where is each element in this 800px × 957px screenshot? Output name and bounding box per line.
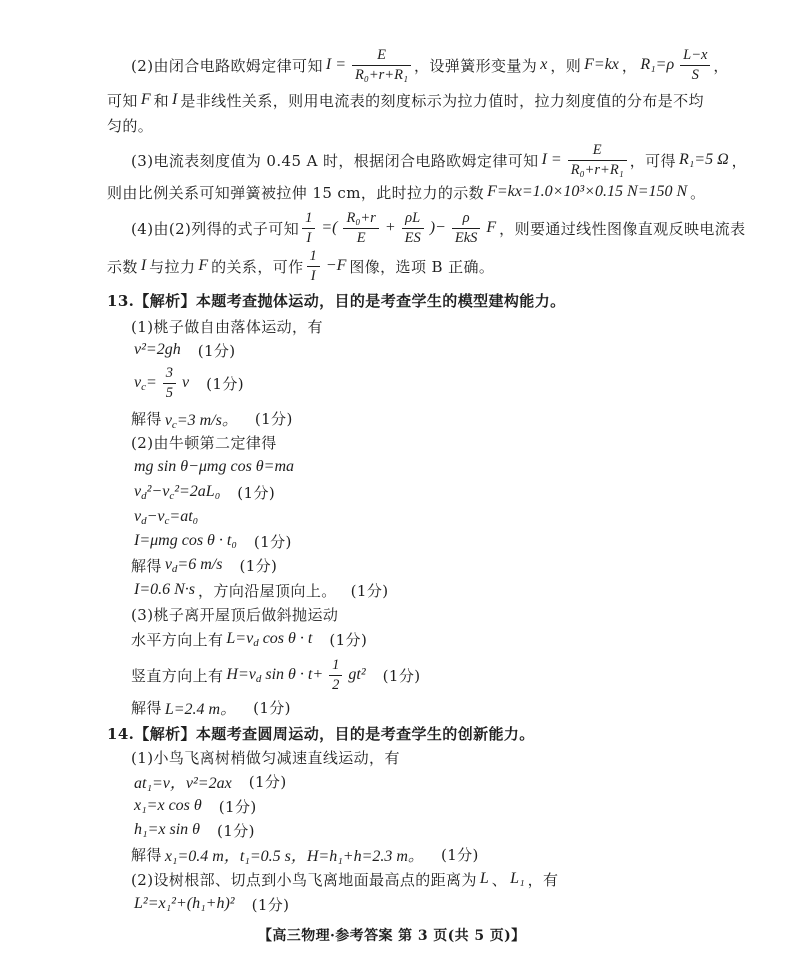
answer-line bbox=[131, 868, 558, 890]
score-mark: (1分) bbox=[248, 772, 287, 791]
text-segment: 解得 bbox=[131, 698, 162, 717]
math-expr bbox=[134, 374, 157, 392]
text-segment: ，则 bbox=[550, 56, 582, 75]
math-expr bbox=[226, 666, 323, 684]
math-expr: h₁=x sin θ bbox=[134, 821, 200, 838]
fraction-numerator: L−x bbox=[683, 46, 708, 63]
text-segment: (3)桃子离开屋顶后做斜抛运动 bbox=[131, 605, 339, 624]
text-segment: (2)由牛顿第二定律得 bbox=[131, 433, 277, 452]
math-expr: F bbox=[140, 91, 151, 108]
text-segment: 示数 bbox=[107, 257, 138, 276]
math-expr: I = bbox=[325, 56, 346, 73]
heading-text: 14.【解析】本题考查圆周运动，目的是考查学生的创新能力。 bbox=[107, 724, 535, 743]
math-symbol: ²=2aL₀ bbox=[174, 483, 221, 500]
math-expr: F bbox=[198, 257, 209, 274]
text-segment: 、 bbox=[491, 870, 508, 889]
math-expr: x₁=0.4 m，t₁=0.5 s，H=h₁+h=2.3 m。 bbox=[164, 847, 424, 865]
math-expr: I bbox=[140, 257, 147, 274]
math-symbol: v bbox=[164, 556, 172, 573]
answer-line bbox=[107, 181, 706, 203]
text-segment: (1)桃子做自由落体运动，有 bbox=[131, 317, 323, 336]
math-expr: L²=x₁²+(h₁+h)² bbox=[134, 895, 235, 912]
answer-line bbox=[131, 339, 236, 361]
heading-text: 13.【解析】本题考查抛体运动，目的是考查学生的模型建构能力。 bbox=[107, 291, 566, 310]
fraction-denominator: R₀+r+R₁ bbox=[568, 160, 627, 179]
score-mark: (1分) bbox=[218, 797, 257, 816]
answer-line bbox=[107, 114, 153, 136]
math-symbol: = bbox=[146, 374, 157, 391]
fraction-numerator: E bbox=[377, 46, 386, 63]
answer-line bbox=[131, 795, 257, 817]
text-segment: ， bbox=[621, 56, 638, 75]
math-expr: L=2.4 m。 bbox=[164, 700, 237, 718]
math-expr bbox=[226, 630, 312, 648]
score-mark: (1分) bbox=[329, 630, 368, 649]
fraction-numerator: 1 bbox=[309, 247, 317, 264]
text-segment: 是非线性关系，则用电流表的刻度标示为拉力值时，拉力刻度值的分布是不均 bbox=[180, 91, 704, 110]
text-segment: (1)小鸟飞离树梢做匀减速直线运动，有 bbox=[131, 748, 400, 767]
math-symbol: −v bbox=[146, 508, 165, 525]
text-segment: ，设弹簧形变量为 bbox=[414, 56, 538, 75]
math-expr bbox=[165, 556, 223, 574]
fraction bbox=[329, 657, 342, 693]
math-expr: R₁=ρ bbox=[640, 56, 675, 73]
question-heading bbox=[107, 289, 566, 311]
subscript: d bbox=[171, 563, 178, 575]
math-expr: L bbox=[479, 870, 489, 887]
fraction bbox=[352, 47, 411, 83]
text-segment: (2)设树根部、切点到小鸟飞离地面最高点的距离为 bbox=[131, 870, 477, 889]
subscript: d bbox=[141, 515, 147, 527]
fraction-denominator: E bbox=[343, 228, 378, 247]
math-expr: x bbox=[540, 56, 548, 73]
fraction-denominator: I bbox=[307, 266, 320, 285]
math-expr: F=kx bbox=[584, 56, 619, 73]
math-symbol: sin θ · t+ bbox=[261, 666, 324, 683]
subscript: c bbox=[164, 515, 170, 527]
math-expr: gt² bbox=[348, 666, 366, 683]
text-segment: 可知 bbox=[107, 91, 138, 110]
text-segment: ，有 bbox=[527, 870, 559, 889]
question-heading bbox=[107, 722, 535, 744]
fraction bbox=[163, 365, 176, 401]
math-symbol: =at₀ bbox=[169, 508, 199, 525]
answer-line bbox=[131, 655, 421, 695]
answer-line bbox=[131, 45, 729, 85]
math-symbol: v bbox=[134, 374, 142, 391]
fraction bbox=[568, 142, 627, 178]
subscript: c bbox=[171, 418, 177, 431]
math-expr: I=0.6 N·s bbox=[134, 581, 196, 598]
answer-line bbox=[131, 140, 747, 180]
answer-line bbox=[131, 363, 244, 403]
math-symbol: =6 m/s bbox=[177, 556, 223, 573]
fraction-denominator: 2 bbox=[329, 675, 342, 694]
math-symbol: v bbox=[134, 483, 142, 500]
math-symbol: v bbox=[164, 411, 172, 429]
answer-line bbox=[131, 696, 291, 718]
fraction-denominator: S bbox=[680, 65, 710, 84]
answer-line bbox=[131, 628, 367, 650]
fraction-denominator: 5 bbox=[163, 383, 176, 402]
footer-text: 【高三物理·参考答案 第 3 页(共 5 页)】 bbox=[258, 928, 526, 944]
fraction-numerator: 1 bbox=[305, 209, 313, 226]
math-symbol: ²−v bbox=[146, 483, 170, 500]
answer-line bbox=[131, 746, 400, 768]
text-segment: 图像，选项 B 正确。 bbox=[349, 257, 495, 276]
text-segment: ，则要通过线性图像直观反映电流表 bbox=[499, 219, 746, 238]
text-segment: 解得 bbox=[131, 556, 162, 575]
fraction-numerator: E bbox=[592, 141, 602, 158]
text-segment: 解得 bbox=[131, 409, 162, 428]
math-symbol: v bbox=[134, 508, 142, 525]
text-segment: (3)电流表刻度值为 0.45 A 时，根据闭合电路欧姆定律可知 bbox=[131, 151, 539, 170]
math-expr: F=kx=1.0×10³×0.15 N=150 N bbox=[487, 183, 688, 200]
score-mark: (1分) bbox=[440, 845, 479, 864]
answer-line bbox=[131, 843, 479, 865]
page-footer bbox=[258, 924, 526, 946]
fraction bbox=[307, 248, 320, 284]
fraction-denominator: R₀+r+R₁ bbox=[352, 65, 411, 84]
fraction-denominator: ES bbox=[402, 228, 424, 247]
math-expr: =( bbox=[321, 219, 338, 236]
answer-line bbox=[131, 770, 287, 792]
math-expr: + bbox=[384, 219, 396, 236]
score-mark: (1分) bbox=[197, 341, 236, 360]
text-segment: 与拉力 bbox=[149, 257, 196, 276]
math-expr bbox=[165, 407, 238, 430]
subscript: d bbox=[253, 637, 259, 649]
answer-line bbox=[131, 603, 338, 625]
text-segment: ，方向沿屋顶向上。 bbox=[198, 581, 337, 600]
math-expr: v²=2gh bbox=[134, 341, 181, 358]
score-mark: (1分) bbox=[382, 666, 421, 685]
math-symbol: H=v bbox=[226, 666, 256, 683]
fraction bbox=[302, 210, 315, 246]
fraction bbox=[402, 210, 424, 246]
answer-line bbox=[131, 530, 292, 552]
answer-line bbox=[131, 819, 255, 841]
answer-line bbox=[131, 554, 277, 576]
fraction-numerator: 3 bbox=[165, 364, 174, 381]
subscript: d bbox=[255, 673, 262, 685]
text-segment: (2)由闭合电路欧姆定律可知 bbox=[131, 56, 323, 75]
answer-line bbox=[131, 893, 289, 915]
fraction-numerator: ρL bbox=[405, 209, 421, 226]
text-segment: 的关系，可作 bbox=[211, 257, 304, 276]
math-expr: at₁=v，v²=2ax bbox=[134, 774, 232, 792]
math-expr: mg sin θ−μmg cos θ=ma bbox=[134, 458, 295, 475]
answer-line bbox=[131, 407, 293, 429]
math-expr bbox=[134, 483, 220, 501]
score-mark: (1分) bbox=[251, 895, 290, 914]
score-mark: (1分) bbox=[350, 581, 389, 600]
score-mark: (1分) bbox=[253, 532, 292, 551]
text-segment: ，可得 bbox=[629, 151, 676, 170]
text-segment: 解得 bbox=[131, 845, 162, 864]
text-segment: (4)由(2)列得的式子可知 bbox=[131, 219, 300, 238]
math-expr: L₁ bbox=[510, 870, 525, 887]
answer-line bbox=[131, 315, 323, 337]
fraction-numerator: R₀+r bbox=[346, 209, 376, 226]
score-mark: (1分) bbox=[206, 374, 245, 393]
text-segment: 。 bbox=[690, 183, 706, 202]
math-expr: )− bbox=[429, 219, 446, 236]
score-mark: (1分) bbox=[237, 483, 276, 502]
math-expr: x₁=x cos θ bbox=[134, 797, 202, 814]
math-expr: I bbox=[172, 91, 178, 108]
text-segment: ， bbox=[731, 151, 748, 170]
score-mark: (1分) bbox=[253, 698, 291, 717]
math-symbol: L=v bbox=[226, 630, 254, 647]
score-mark: (1分) bbox=[254, 409, 293, 428]
answer-line bbox=[131, 506, 201, 528]
answer-line bbox=[131, 481, 275, 503]
fraction bbox=[452, 210, 481, 246]
math-expr bbox=[134, 508, 198, 526]
fraction-denominator: EkS bbox=[452, 228, 481, 247]
text-segment: 匀的。 bbox=[107, 116, 154, 135]
subscript: c bbox=[141, 381, 146, 393]
answer-line bbox=[131, 456, 297, 478]
answer-line bbox=[107, 246, 494, 286]
math-expr: v bbox=[182, 374, 190, 391]
answer-line bbox=[131, 431, 277, 453]
answer-line bbox=[131, 579, 389, 601]
answer-line bbox=[107, 89, 704, 111]
text-segment: 竖直方向上有 bbox=[131, 666, 224, 685]
math-expr: −F bbox=[325, 257, 347, 274]
math-expr: F bbox=[486, 219, 497, 236]
text-segment: 则由比例关系可知弹簧被拉伸 15 cm，此时拉力的示数 bbox=[107, 183, 485, 202]
fraction bbox=[680, 47, 710, 83]
subscript: c bbox=[169, 490, 175, 502]
fraction-numerator: ρ bbox=[462, 209, 470, 226]
subscript: d bbox=[141, 490, 147, 502]
fraction bbox=[343, 210, 378, 246]
text-segment: 和 bbox=[153, 91, 169, 110]
text-segment: ， bbox=[713, 56, 729, 75]
fraction-denominator: I bbox=[302, 228, 315, 247]
math-expr: R₁=5 Ω bbox=[678, 151, 729, 168]
math-symbol: cos θ · t bbox=[258, 630, 313, 647]
math-expr: I=μmg cos θ · t₀ bbox=[134, 532, 237, 549]
math-expr: I = bbox=[541, 151, 562, 168]
fraction-numerator: 1 bbox=[332, 656, 340, 673]
score-mark: (1分) bbox=[217, 821, 255, 840]
math-symbol: =3 m/s。 bbox=[176, 411, 238, 429]
text-segment: 水平方向上有 bbox=[131, 630, 224, 649]
answer-line bbox=[131, 208, 746, 248]
score-mark: (1分) bbox=[239, 556, 278, 575]
